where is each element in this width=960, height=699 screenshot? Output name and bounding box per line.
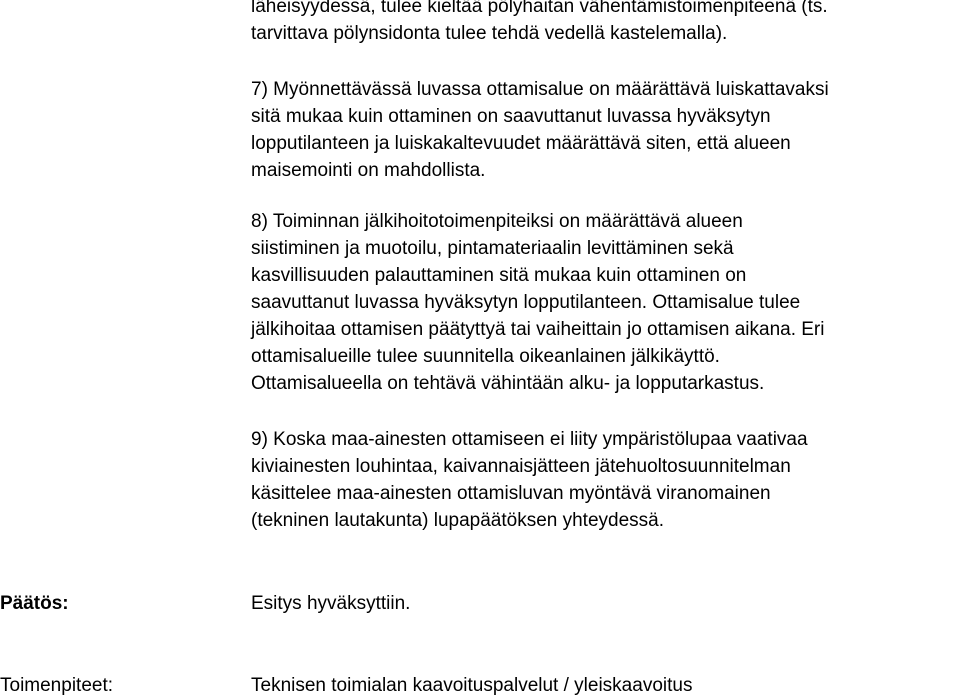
text-line: maisemointi on mahdollista. (251, 160, 486, 181)
text-line: saavuttanut luvassa hyväksytyn lopputilanteen. Ottamisalue tulee (251, 292, 801, 313)
text-line: jälkihoitaa ottamisen päätyttyä tai vaiheittain jo ottamisen aikana. Eri (251, 319, 825, 340)
text-line: 7) Myönnettävässä luvassa ottamisalue on määrättävä luiskattavaksi (251, 79, 829, 100)
text-line: lopputilanteen ja luiskakaltevuudet määrättävä siten, että alueen (251, 133, 791, 154)
text-line: kasvillisuuden palauttaminen sitä mukaa kuin ottaminen on (251, 265, 747, 286)
paragraph-item-8 (251, 208, 960, 397)
text-line: sitä mukaa kuin ottaminen on saavuttanut luvassa hyväksytyn (251, 106, 771, 127)
text-line: siistiminen ja muotoilu, pintamateriaalin levittäminen sekä (251, 238, 734, 259)
text-line: läheisyydessä, tulee kieltää pölyhaitan vähentämistoimenpiteenä (ts. (251, 0, 828, 17)
text-line: 9) Koska maa-ainesten ottamiseen ei liity ympäristölupaa vaativaa (251, 429, 808, 450)
text-line: 8) Toiminnan jälkihoitotoimenpiteiksi on määrättävä alueen (251, 211, 743, 232)
decision-value: Esitys hyväksyttiin. (251, 593, 411, 614)
text-line: kiviainesten louhintaa, kaivannaisjätteen jätehuoltosuunnitelman (251, 456, 791, 477)
paragraph-item-7 (251, 76, 960, 184)
paragraph-item-9 (251, 426, 960, 534)
text-line: tarvittava pölynsidonta tulee tehdä vedellä kastelemalla). (251, 23, 728, 44)
text-line: Ottamisalueella on tehtävä vähintään alku- ja lopputarkastus. (251, 373, 765, 394)
text-line: ottamisalueille tulee suunnitella oikeanlainen jälkikäyttö. (251, 346, 720, 367)
actions-label: Toimenpiteet: (0, 675, 114, 696)
decision-label: Päätös: (0, 593, 69, 614)
actions-value: Teknisen toimialan kaavoituspalvelut / yleiskaavoitus (251, 675, 693, 696)
text-line: käsittelee maa-ainesten ottamisluvan myöntävä viranomainen (251, 483, 771, 504)
paragraph-continuation (251, 0, 960, 47)
text-line: (tekninen lautakunta) lupapäätöksen yhteydessä. (251, 510, 664, 531)
